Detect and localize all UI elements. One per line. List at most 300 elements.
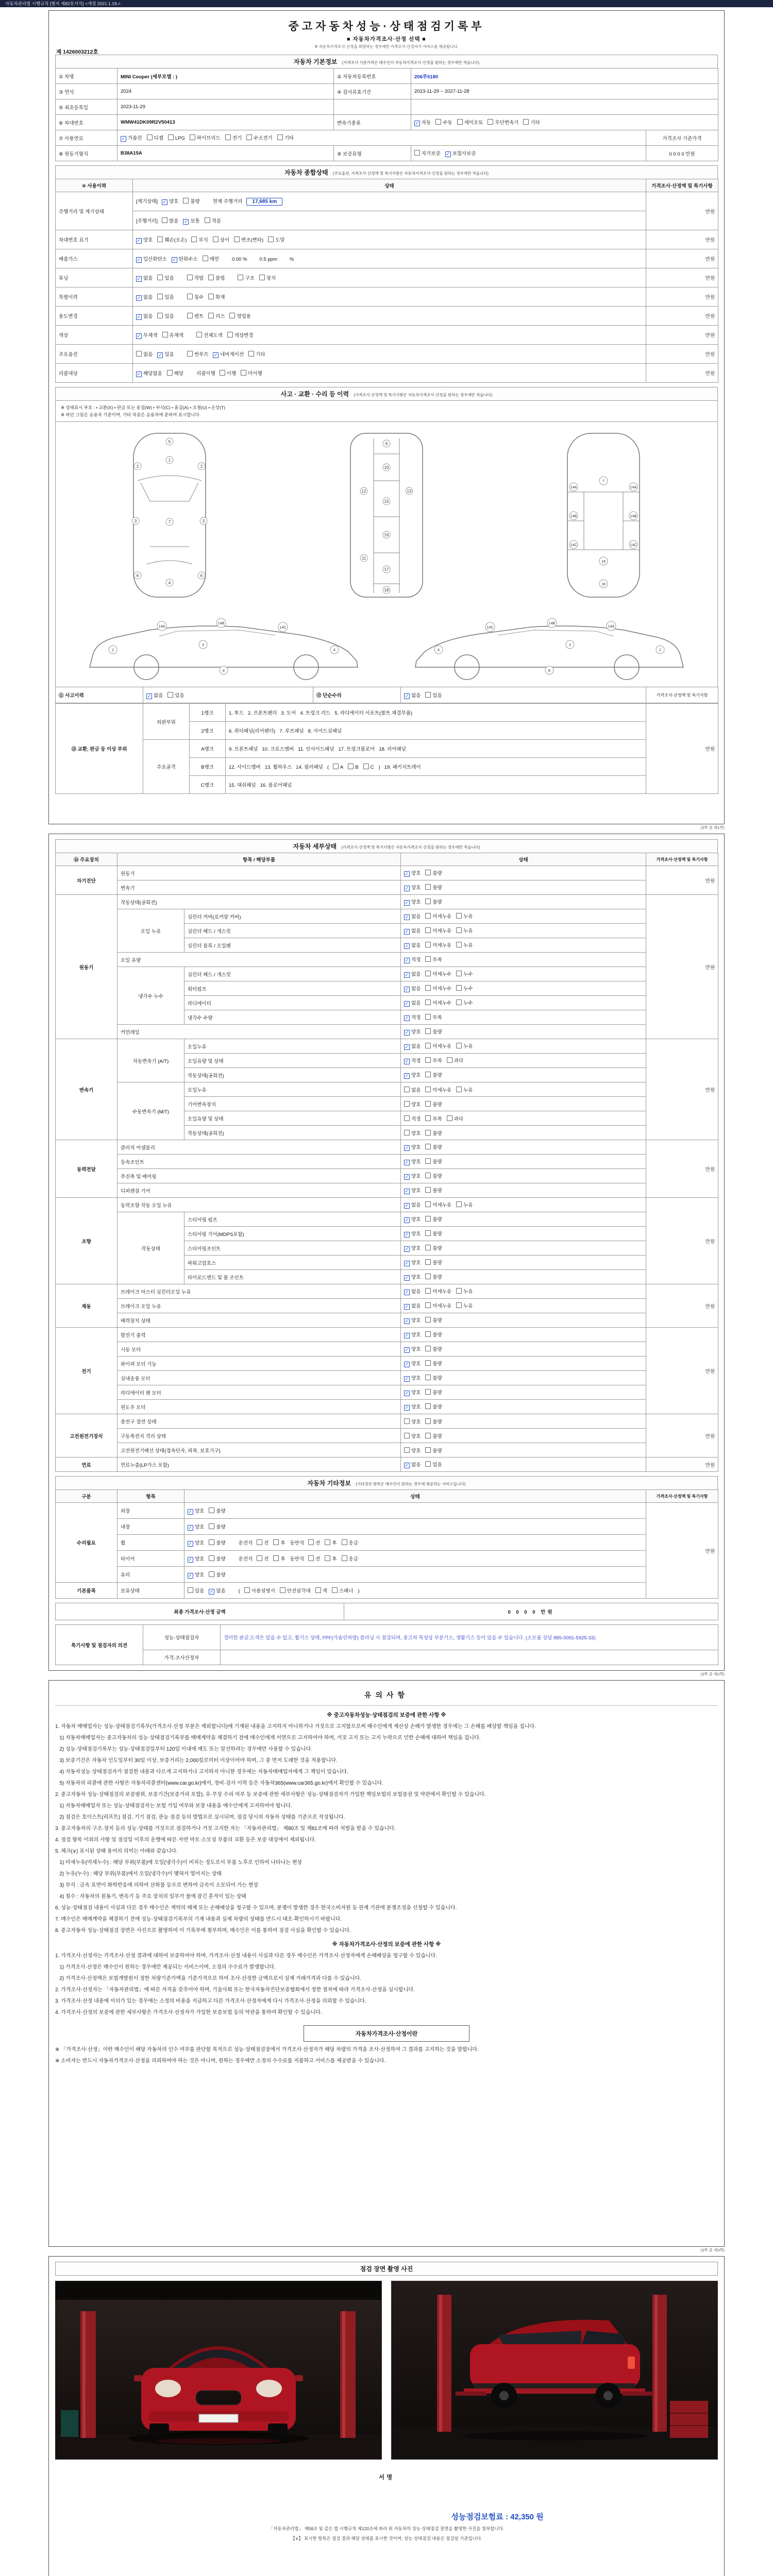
unchecked-checkbox-icon[interactable]	[425, 1433, 431, 1438]
checked-checkbox-icon[interactable]: ✓	[405, 1015, 409, 1021]
checked-checkbox-icon[interactable]: ✓	[188, 1556, 193, 1562]
checkbox-option[interactable]	[404, 1345, 421, 1353]
checkbox-option[interactable]	[447, 1115, 463, 1122]
checkbox-option[interactable]	[187, 293, 204, 300]
unchecked-checkbox-icon[interactable]	[435, 119, 441, 125]
checked-checkbox-icon[interactable]: ✓	[405, 972, 409, 977]
unchecked-checkbox-icon[interactable]	[425, 1274, 431, 1279]
checkbox-option[interactable]	[209, 1587, 225, 1595]
checkbox-option[interactable]	[162, 217, 178, 224]
checkbox-option[interactable]	[404, 1244, 421, 1252]
unchecked-checkbox-icon[interactable]	[227, 332, 233, 337]
checkbox-option[interactable]	[136, 312, 153, 320]
checkbox-option[interactable]	[348, 764, 358, 770]
checked-checkbox-icon[interactable]: ✓	[162, 199, 167, 205]
checkbox-option[interactable]	[157, 293, 174, 300]
unchecked-checkbox-icon[interactable]	[456, 985, 462, 991]
unchecked-checkbox-icon[interactable]	[157, 236, 163, 242]
unchecked-checkbox-icon[interactable]	[209, 1555, 214, 1561]
checkbox-option[interactable]	[162, 197, 178, 205]
unchecked-checkbox-icon[interactable]	[238, 275, 243, 280]
checkbox-option[interactable]	[425, 1129, 442, 1137]
unchecked-checkbox-icon[interactable]	[280, 1587, 285, 1593]
unchecked-checkbox-icon[interactable]	[273, 1555, 279, 1561]
checked-checkbox-icon[interactable]: ✓	[405, 1160, 409, 1165]
unchecked-checkbox-icon[interactable]	[208, 313, 214, 318]
checkbox-option[interactable]	[425, 1028, 442, 1035]
checkbox-option[interactable]	[209, 1555, 225, 1562]
unchecked-checkbox-icon[interactable]	[157, 294, 163, 299]
checkbox-option[interactable]	[213, 236, 229, 243]
checkbox-option[interactable]	[404, 898, 421, 906]
checked-checkbox-icon[interactable]: ✓	[137, 295, 141, 300]
unchecked-checkbox-icon[interactable]	[404, 1087, 410, 1092]
checkbox-option[interactable]	[404, 1331, 421, 1338]
unchecked-checkbox-icon[interactable]	[196, 332, 202, 337]
unchecked-checkbox-icon[interactable]	[273, 1539, 279, 1545]
checked-checkbox-icon[interactable]: ✓	[188, 1540, 193, 1546]
unchecked-checkbox-icon[interactable]	[404, 1447, 410, 1453]
unchecked-checkbox-icon[interactable]	[208, 275, 214, 280]
checkbox-option[interactable]	[404, 1374, 421, 1382]
checked-checkbox-icon[interactable]: ✓	[405, 1304, 409, 1309]
checkbox-option[interactable]	[404, 999, 421, 1007]
checkbox-option[interactable]	[196, 331, 223, 338]
unchecked-checkbox-icon[interactable]	[325, 1539, 330, 1545]
unchecked-checkbox-icon[interactable]	[209, 1539, 214, 1545]
unchecked-checkbox-icon[interactable]	[157, 313, 163, 318]
checkbox-option[interactable]	[187, 274, 204, 281]
checked-checkbox-icon[interactable]: ✓	[415, 121, 419, 126]
checked-checkbox-icon[interactable]: ✓	[121, 136, 126, 141]
unchecked-checkbox-icon[interactable]	[257, 1555, 262, 1561]
unchecked-checkbox-icon[interactable]	[342, 1539, 347, 1545]
checkbox-option[interactable]	[404, 691, 421, 699]
checkbox-option[interactable]	[225, 134, 242, 141]
checkbox-option[interactable]	[404, 1259, 421, 1266]
checkbox-option[interactable]	[187, 350, 209, 358]
unchecked-checkbox-icon[interactable]	[456, 1201, 462, 1207]
checked-checkbox-icon[interactable]: ✓	[158, 352, 162, 358]
checkbox-option[interactable]	[404, 1158, 421, 1165]
unchecked-checkbox-icon[interactable]	[257, 1539, 262, 1545]
checkbox-option[interactable]	[191, 236, 208, 243]
unchecked-checkbox-icon[interactable]	[308, 1539, 314, 1545]
checked-checkbox-icon[interactable]: ✓	[405, 1318, 409, 1324]
checked-checkbox-icon[interactable]: ✓	[137, 238, 141, 243]
unchecked-checkbox-icon[interactable]	[425, 1101, 431, 1107]
checkbox-option[interactable]	[404, 970, 421, 978]
checkbox-option[interactable]	[188, 1555, 204, 1563]
checkbox-option[interactable]	[244, 1587, 275, 1594]
unchecked-checkbox-icon[interactable]	[425, 913, 431, 919]
checkbox-option[interactable]	[188, 1571, 204, 1579]
unchecked-checkbox-icon[interactable]	[244, 1587, 250, 1593]
checkbox-option[interactable]	[425, 1447, 442, 1454]
checkbox-option[interactable]	[208, 312, 225, 319]
unchecked-checkbox-icon[interactable]	[488, 119, 493, 125]
unchecked-checkbox-icon[interactable]	[456, 942, 462, 947]
checkbox-option[interactable]	[248, 350, 265, 358]
checked-checkbox-icon[interactable]: ✓	[405, 943, 409, 948]
checkbox-option[interactable]	[205, 217, 221, 224]
unchecked-checkbox-icon[interactable]	[404, 1433, 410, 1438]
checkbox-option[interactable]	[425, 1418, 442, 1425]
unchecked-checkbox-icon[interactable]	[456, 913, 462, 919]
unchecked-checkbox-icon[interactable]	[425, 942, 431, 947]
unchecked-checkbox-icon[interactable]	[425, 884, 431, 890]
checkbox-option[interactable]	[227, 331, 254, 338]
unchecked-checkbox-icon[interactable]	[342, 1555, 347, 1561]
unchecked-checkbox-icon[interactable]	[425, 927, 431, 933]
checkbox-option[interactable]	[342, 1539, 358, 1546]
unchecked-checkbox-icon[interactable]	[425, 1144, 431, 1149]
unchecked-checkbox-icon[interactable]	[315, 1587, 321, 1593]
checkbox-option[interactable]	[425, 912, 451, 920]
checkbox-option[interactable]	[404, 1273, 421, 1281]
checkbox-option[interactable]	[523, 118, 540, 126]
checkbox-option[interactable]	[456, 1042, 473, 1049]
checkbox-option[interactable]	[404, 1215, 421, 1223]
checked-checkbox-icon[interactable]: ✓	[405, 1362, 409, 1367]
checkbox-option[interactable]	[157, 350, 174, 358]
checkbox-option[interactable]	[404, 1230, 421, 1238]
unchecked-checkbox-icon[interactable]	[456, 1087, 462, 1092]
checkbox-option[interactable]	[404, 1432, 421, 1439]
unchecked-checkbox-icon[interactable]	[447, 1057, 452, 1063]
unchecked-checkbox-icon[interactable]	[456, 971, 462, 976]
unchecked-checkbox-icon[interactable]	[157, 275, 163, 280]
unchecked-checkbox-icon[interactable]	[234, 236, 240, 242]
unchecked-checkbox-icon[interactable]	[241, 370, 246, 376]
checked-checkbox-icon[interactable]: ✓	[405, 1290, 409, 1295]
unchecked-checkbox-icon[interactable]	[425, 1028, 431, 1034]
checkbox-option[interactable]	[425, 927, 451, 934]
unchecked-checkbox-icon[interactable]	[191, 236, 197, 242]
checkbox-option[interactable]	[456, 941, 473, 948]
checked-checkbox-icon[interactable]: ✓	[405, 1333, 409, 1338]
unchecked-checkbox-icon[interactable]	[404, 1418, 410, 1424]
checkbox-option[interactable]	[404, 1187, 421, 1194]
checkbox-option[interactable]	[425, 1259, 442, 1266]
unchecked-checkbox-icon[interactable]	[325, 1555, 330, 1561]
checkbox-option[interactable]	[404, 1071, 421, 1079]
checkbox-option[interactable]	[425, 1287, 451, 1295]
unchecked-checkbox-icon[interactable]	[425, 1375, 431, 1380]
unchecked-checkbox-icon[interactable]	[205, 217, 210, 223]
checked-checkbox-icon[interactable]: ✓	[405, 1189, 409, 1194]
unchecked-checkbox-icon[interactable]	[425, 899, 431, 904]
checkbox-option[interactable]	[425, 1345, 442, 1352]
checkbox-option[interactable]	[425, 1316, 442, 1324]
checkbox-option[interactable]	[456, 1302, 473, 1309]
checkbox-option[interactable]	[404, 912, 421, 920]
checked-checkbox-icon[interactable]: ✓	[188, 1524, 193, 1530]
checkbox-option[interactable]	[404, 1201, 421, 1209]
unchecked-checkbox-icon[interactable]	[425, 1403, 431, 1409]
checkbox-option[interactable]	[190, 134, 221, 141]
checkbox-option[interactable]	[273, 1539, 285, 1546]
checkbox-option[interactable]	[277, 134, 294, 141]
unchecked-checkbox-icon[interactable]	[456, 1043, 462, 1048]
checkbox-option[interactable]	[209, 1571, 225, 1578]
unchecked-checkbox-icon[interactable]	[425, 1216, 431, 1222]
unchecked-checkbox-icon[interactable]	[209, 1523, 214, 1529]
checked-checkbox-icon[interactable]: ✓	[405, 1463, 409, 1468]
unchecked-checkbox-icon[interactable]	[190, 134, 195, 140]
checkbox-option[interactable]	[425, 985, 451, 992]
checkbox-option[interactable]	[187, 312, 204, 319]
unchecked-checkbox-icon[interactable]	[425, 1230, 431, 1236]
unchecked-checkbox-icon[interactable]	[425, 956, 431, 962]
checkbox-option[interactable]	[425, 1172, 442, 1179]
checked-checkbox-icon[interactable]: ✓	[210, 1588, 214, 1594]
checkbox-option[interactable]	[425, 1100, 442, 1108]
unchecked-checkbox-icon[interactable]	[187, 275, 193, 280]
checked-checkbox-icon[interactable]: ✓	[405, 1145, 409, 1150]
checkbox-option[interactable]	[208, 274, 225, 281]
checkbox-option[interactable]	[146, 691, 163, 699]
checkbox-option[interactable]	[162, 331, 184, 338]
checkbox-option[interactable]	[425, 1013, 442, 1021]
checkbox-option[interactable]	[425, 1244, 442, 1251]
checkbox-option[interactable]	[425, 1461, 442, 1468]
unchecked-checkbox-icon[interactable]	[456, 1288, 462, 1294]
checkbox-option[interactable]	[425, 1360, 442, 1367]
checkbox-option[interactable]	[136, 255, 167, 263]
checked-checkbox-icon[interactable]: ✓	[405, 1001, 409, 1006]
unchecked-checkbox-icon[interactable]	[425, 1346, 431, 1351]
unchecked-checkbox-icon[interactable]	[425, 1130, 431, 1136]
checkbox-option[interactable]	[259, 274, 276, 281]
unchecked-checkbox-icon[interactable]	[183, 198, 189, 204]
unchecked-checkbox-icon[interactable]	[203, 256, 208, 261]
checkbox-option[interactable]	[332, 1587, 354, 1594]
unchecked-checkbox-icon[interactable]	[456, 1302, 462, 1308]
checked-checkbox-icon[interactable]: ✓	[405, 914, 409, 920]
unchecked-checkbox-icon[interactable]	[447, 1115, 452, 1121]
checked-checkbox-icon[interactable]: ✓	[405, 1376, 409, 1381]
unchecked-checkbox-icon[interactable]	[425, 1057, 431, 1063]
unchecked-checkbox-icon[interactable]	[348, 764, 354, 769]
unchecked-checkbox-icon[interactable]	[259, 275, 265, 280]
checkbox-option[interactable]	[172, 255, 198, 263]
unchecked-checkbox-icon[interactable]	[162, 217, 167, 223]
unchecked-checkbox-icon[interactable]	[425, 1072, 431, 1077]
checkbox-option[interactable]	[136, 274, 153, 282]
checkbox-option[interactable]	[404, 1115, 421, 1122]
unchecked-checkbox-icon[interactable]	[425, 1173, 431, 1178]
checkbox-option[interactable]	[308, 1539, 320, 1546]
checkbox-option[interactable]	[157, 312, 174, 319]
checkbox-option[interactable]	[183, 197, 199, 205]
checkbox-option[interactable]	[404, 1028, 421, 1036]
unchecked-checkbox-icon[interactable]	[425, 1288, 431, 1294]
unchecked-checkbox-icon[interactable]	[425, 1087, 431, 1092]
unchecked-checkbox-icon[interactable]	[425, 985, 431, 991]
checkbox-option[interactable]	[425, 941, 451, 948]
checkbox-option[interactable]	[203, 255, 219, 262]
checkbox-option[interactable]	[425, 1273, 442, 1280]
checkbox-option[interactable]	[404, 884, 421, 891]
checkbox-option[interactable]	[404, 985, 421, 992]
unchecked-checkbox-icon[interactable]	[187, 313, 193, 318]
checkbox-option[interactable]	[456, 1086, 473, 1093]
checked-checkbox-icon[interactable]: ✓	[405, 987, 409, 992]
checkbox-option[interactable]	[325, 1539, 337, 1546]
checkbox-option[interactable]	[425, 1201, 451, 1208]
unchecked-checkbox-icon[interactable]	[167, 692, 173, 698]
unchecked-checkbox-icon[interactable]	[187, 294, 193, 299]
checkbox-option[interactable]	[280, 1587, 311, 1594]
checkbox-option[interactable]	[241, 369, 262, 377]
checked-checkbox-icon[interactable]: ✓	[213, 352, 218, 358]
checkbox-option[interactable]	[136, 350, 153, 358]
checkbox-option[interactable]	[209, 1539, 225, 1546]
unchecked-checkbox-icon[interactable]	[414, 150, 420, 156]
checked-checkbox-icon[interactable]: ✓	[405, 693, 409, 699]
checked-checkbox-icon[interactable]: ✓	[405, 1232, 409, 1237]
checkbox-option[interactable]	[425, 1187, 442, 1194]
checked-checkbox-icon[interactable]: ✓	[405, 1174, 409, 1179]
unchecked-checkbox-icon[interactable]	[425, 999, 431, 1005]
checkbox-option[interactable]	[488, 118, 518, 126]
checkbox-option[interactable]	[157, 236, 187, 243]
checked-checkbox-icon[interactable]: ✓	[147, 693, 152, 699]
unchecked-checkbox-icon[interactable]	[425, 1158, 431, 1164]
unchecked-checkbox-icon[interactable]	[187, 351, 193, 357]
checked-checkbox-icon[interactable]: ✓	[405, 900, 409, 905]
checkbox-option[interactable]	[136, 369, 162, 377]
checkbox-option[interactable]	[325, 1555, 337, 1562]
checked-checkbox-icon[interactable]: ✓	[172, 257, 177, 262]
checkbox-option[interactable]	[268, 236, 284, 243]
checked-checkbox-icon[interactable]: ✓	[405, 1073, 409, 1078]
checkbox-option[interactable]	[425, 1042, 451, 1049]
checked-checkbox-icon[interactable]: ✓	[137, 276, 141, 281]
checkbox-option[interactable]	[404, 1100, 421, 1108]
checkbox-option[interactable]	[188, 1587, 204, 1594]
checkbox-option[interactable]	[167, 369, 183, 377]
checkbox-option[interactable]	[456, 999, 473, 1006]
checkbox-option[interactable]	[456, 970, 473, 977]
unchecked-checkbox-icon[interactable]	[425, 1447, 431, 1453]
checkbox-option[interactable]	[167, 691, 184, 699]
unchecked-checkbox-icon[interactable]	[425, 1245, 431, 1250]
checkbox-option[interactable]	[188, 1507, 204, 1515]
unchecked-checkbox-icon[interactable]	[456, 927, 462, 933]
unchecked-checkbox-icon[interactable]	[425, 692, 431, 698]
unchecked-checkbox-icon[interactable]	[425, 1389, 431, 1395]
checked-checkbox-icon[interactable]: ✓	[405, 1261, 409, 1266]
unchecked-checkbox-icon[interactable]	[168, 134, 174, 140]
checkbox-option[interactable]	[257, 1555, 268, 1562]
checked-checkbox-icon[interactable]: ✓	[405, 929, 409, 934]
unchecked-checkbox-icon[interactable]	[363, 764, 369, 769]
checked-checkbox-icon[interactable]: ✓	[405, 1391, 409, 1396]
unchecked-checkbox-icon[interactable]	[425, 1317, 431, 1323]
checkbox-option[interactable]	[273, 1555, 285, 1562]
unchecked-checkbox-icon[interactable]	[523, 119, 529, 125]
checked-checkbox-icon[interactable]: ✓	[405, 1059, 409, 1064]
checked-checkbox-icon[interactable]: ✓	[405, 1030, 409, 1035]
checkbox-option[interactable]	[404, 1461, 421, 1468]
checkbox-option[interactable]	[425, 1432, 442, 1439]
checked-checkbox-icon[interactable]: ✓	[184, 218, 188, 224]
checked-checkbox-icon[interactable]: ✓	[405, 1044, 409, 1049]
checkbox-option[interactable]	[188, 1523, 204, 1531]
unchecked-checkbox-icon[interactable]	[425, 1014, 431, 1020]
checkbox-option[interactable]	[445, 149, 476, 157]
checkbox-option[interactable]	[425, 1115, 442, 1122]
unchecked-checkbox-icon[interactable]	[308, 1555, 314, 1561]
checkbox-option[interactable]	[404, 1360, 421, 1367]
checkbox-option[interactable]	[425, 1158, 442, 1165]
checkbox-option[interactable]	[404, 1086, 421, 1093]
checked-checkbox-icon[interactable]: ✓	[137, 333, 141, 338]
checked-checkbox-icon[interactable]: ✓	[405, 886, 409, 891]
checkbox-option[interactable]	[238, 274, 254, 281]
checkbox-option[interactable]	[404, 1129, 421, 1137]
checkbox-option[interactable]	[404, 869, 421, 877]
unchecked-checkbox-icon[interactable]	[162, 332, 168, 337]
checkbox-option[interactable]	[425, 1331, 442, 1338]
checkbox-option[interactable]	[257, 1539, 268, 1546]
unchecked-checkbox-icon[interactable]	[188, 1587, 193, 1593]
checkbox-option[interactable]	[456, 985, 473, 992]
checked-checkbox-icon[interactable]: ✓	[405, 1275, 409, 1280]
checkbox-option[interactable]	[404, 1302, 421, 1310]
checkbox-option[interactable]	[136, 331, 158, 339]
unchecked-checkbox-icon[interactable]	[425, 1461, 431, 1467]
unchecked-checkbox-icon[interactable]	[208, 294, 214, 299]
unchecked-checkbox-icon[interactable]	[246, 134, 252, 140]
checkbox-option[interactable]	[425, 970, 451, 977]
checkbox-option[interactable]	[414, 118, 431, 126]
checkbox-option[interactable]	[147, 134, 163, 141]
checkbox-option[interactable]	[308, 1555, 320, 1562]
checkbox-option[interactable]	[425, 869, 442, 876]
checked-checkbox-icon[interactable]: ✓	[405, 871, 409, 876]
unchecked-checkbox-icon[interactable]	[425, 1418, 431, 1424]
checkbox-option[interactable]	[456, 927, 473, 934]
checkbox-option[interactable]	[425, 956, 442, 963]
checkbox-option[interactable]	[404, 1403, 421, 1411]
checkbox-option[interactable]	[168, 134, 185, 141]
unchecked-checkbox-icon[interactable]	[147, 134, 153, 140]
checked-checkbox-icon[interactable]: ✓	[137, 257, 141, 262]
checkbox-option[interactable]	[188, 1539, 204, 1547]
checkbox-option[interactable]	[404, 1013, 421, 1021]
checkbox-option[interactable]	[342, 1555, 358, 1562]
checkbox-option[interactable]	[425, 884, 442, 891]
checkbox-option[interactable]	[246, 134, 273, 141]
checkbox-option[interactable]	[404, 927, 421, 935]
unchecked-checkbox-icon[interactable]	[425, 1115, 431, 1121]
checkbox-option[interactable]	[229, 312, 251, 319]
checkbox-option[interactable]	[404, 1316, 421, 1324]
checkbox-option[interactable]	[404, 941, 421, 949]
checkbox-option[interactable]	[183, 217, 199, 225]
unchecked-checkbox-icon[interactable]	[268, 236, 274, 242]
unchecked-checkbox-icon[interactable]	[213, 236, 219, 242]
checkbox-option[interactable]	[136, 236, 153, 244]
checked-checkbox-icon[interactable]: ✓	[405, 1203, 409, 1208]
checkbox-option[interactable]	[414, 149, 441, 157]
unchecked-checkbox-icon[interactable]	[248, 351, 254, 357]
checkbox-option[interactable]	[404, 1172, 421, 1180]
checked-checkbox-icon[interactable]: ✓	[188, 1572, 193, 1578]
